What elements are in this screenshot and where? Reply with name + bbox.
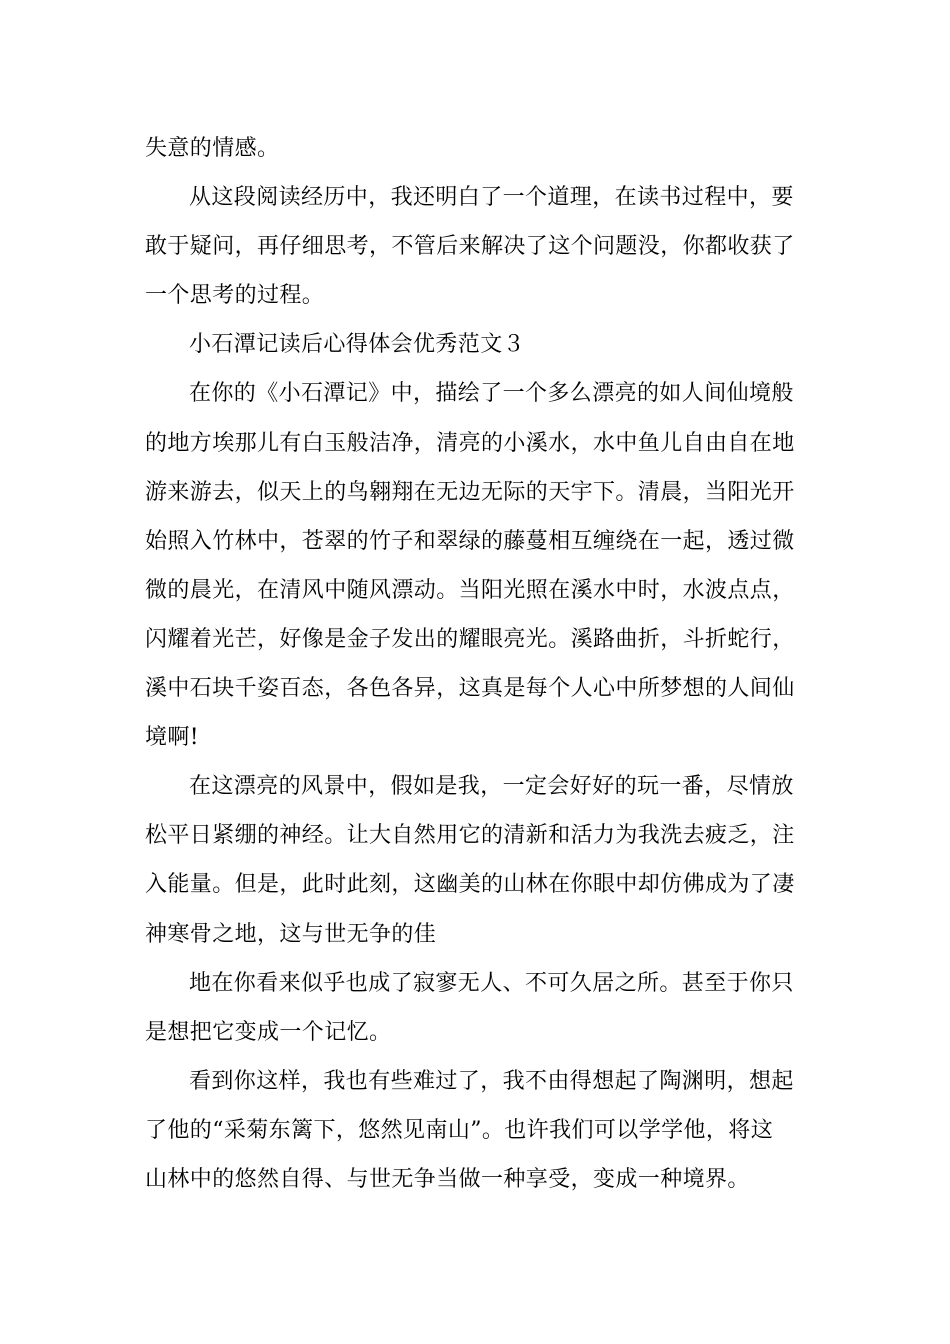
text-line: 地在你看来似乎也成了寂寥无人、不可久居之所。甚至于你只 [189, 970, 794, 996]
text-line: 微的晨光，在清风中随风漂动。当阳光照在溪水中时，水波点点， [145, 577, 795, 603]
document-body [145, 124, 807, 1204]
text-line: 看到你这样，我也有些难过了，我不由得想起了陶渊明，想起 [189, 1068, 794, 1094]
text-line: 入能量。但是，此时此刻，这幽美的山林在你眼中却仿佛成为了凄 [145, 872, 795, 898]
text-line: 松平日紧绷的神经。让大自然用它的清新和活力为我洗去疲乏，注 [145, 823, 795, 849]
section-heading [145, 320, 807, 369]
paragraph-4 [145, 762, 807, 958]
text-line: 从这段阅读经历中，我还明白了一个道理，在读书过程中，要 [189, 185, 794, 211]
text-line: 始照入竹林中，苍翠的竹子和翠绿的藤蔓相互缠绕在一起，透过微 [145, 528, 795, 554]
text-line: 在你的《小石潭记》中，描绘了一个多么漂亮的如人间仙境般 [189, 381, 794, 407]
text-line: 了他的“采菊东篱下，悠然见南山”。也许我们可以学学他，将这 [145, 1117, 774, 1143]
text-line: 敢于疑问，再仔细思考，不管后来解决了这个问题没，你都收获了 [145, 234, 795, 260]
paragraph-2 [145, 173, 807, 320]
paragraph-6 [145, 1057, 807, 1204]
text-line: 在这漂亮的风景中，假如是我，一定会好好的玩一番，尽情放 [189, 774, 794, 800]
text-line: 游来游去，似天上的鸟翱翔在无边无际的天宇下。清晨，当阳光开 [145, 479, 795, 505]
text-line: 的地方埃那儿有白玉般洁净，清亮的小溪水，水中鱼儿自由自在地 [145, 430, 795, 456]
paragraph-5 [145, 959, 807, 1057]
text-line: 闪耀着光芒，好像是金子发出的耀眼亮光。溪路曲折，斗折蛇行， [145, 626, 795, 652]
paragraph-1 [145, 124, 807, 173]
text-line: 境啊! [145, 725, 200, 751]
text-line: 一个思考的过程。 [145, 283, 325, 309]
text-line: 失意的情感。 [145, 136, 280, 161]
text-line: 小石潭记读后心得体会优秀范文３ [189, 332, 526, 358]
paragraph-3 [145, 369, 807, 762]
text-line: 是想把它变成一个记忆。 [145, 1019, 392, 1045]
text-line: 山林中的悠然自得、与世无争当做一种享受，变成一种境界。 [145, 1166, 750, 1192]
text-line: 溪中石块千姿百态，各色各异，这真是每个人心中所梦想的人间仙 [145, 676, 795, 702]
text-line: 神寒骨之地，这与世无争的佳 [145, 921, 437, 947]
